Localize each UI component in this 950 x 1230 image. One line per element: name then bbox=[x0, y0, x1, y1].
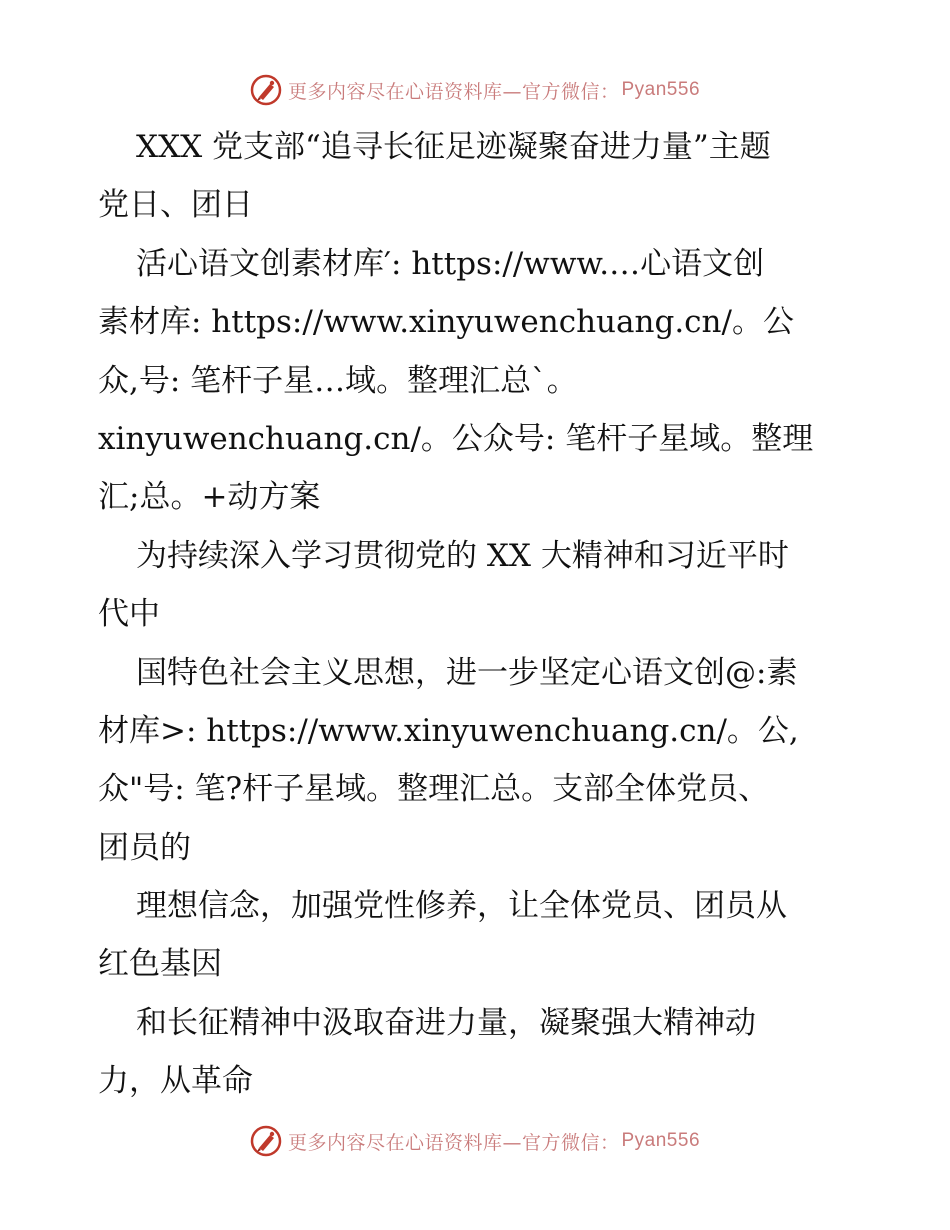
text-line: 汇;总。+动方案 bbox=[98, 479, 321, 516]
text-line: 代中 bbox=[98, 596, 160, 633]
header-wechat-id: Pyan556 bbox=[621, 79, 701, 100]
text-line: xinyuwenchuang.cn/。公众号: 笔杆子星域。整理 bbox=[98, 420, 814, 457]
text-line: 素材库: https://www.xinyuwenchuang.cn/。公 bbox=[98, 304, 794, 341]
document-body bbox=[98, 118, 858, 1111]
pen-circle-logo-icon bbox=[250, 1125, 282, 1157]
header-banner bbox=[0, 70, 950, 110]
text-line: 为持续深入学习贯彻党的 XX 大精神和习近平时 bbox=[136, 537, 789, 574]
header-brand-text: 更多内容尽在心语资料库—官方微信： bbox=[287, 80, 620, 103]
text-line: 材库>: https://www.xinyuwenchuang.cn/。公, bbox=[98, 712, 799, 749]
text-line: 理想信念，加强党性修养，让全体党员、团员从 bbox=[136, 888, 787, 925]
text-line: 众"号: 笔?杆子星域。整理汇总。支部全体党员、 bbox=[98, 771, 770, 808]
text-line: 红色基因 bbox=[98, 946, 222, 983]
footer-wechat-id: Pyan556 bbox=[621, 1130, 701, 1151]
text-line: XXX 党支部“追寻长征足迹凝聚奋进力量”主题 bbox=[136, 129, 771, 165]
text-line: 和长征精神中汲取奋进力量，凝聚强大精神动 bbox=[136, 1004, 756, 1041]
text-line: 众,号: 笔杆子星…域。整理汇总ˋ。 bbox=[98, 362, 578, 399]
text-line: 国特色社会主义思想，进一步坚定心语文创@:素 bbox=[136, 654, 798, 691]
footer-brand-text: 更多内容尽在心语资料库—官方微信： bbox=[287, 1131, 620, 1154]
pen-circle-logo-icon bbox=[250, 74, 282, 106]
text-line: 团员的 bbox=[98, 829, 191, 866]
text-line: 力，从革命 bbox=[98, 1063, 253, 1100]
text-line: 活心语文创素材库′: https://www.…心语文创 bbox=[136, 245, 765, 282]
footer-banner bbox=[0, 1121, 950, 1161]
text-line: 党日、团日 bbox=[98, 187, 253, 224]
